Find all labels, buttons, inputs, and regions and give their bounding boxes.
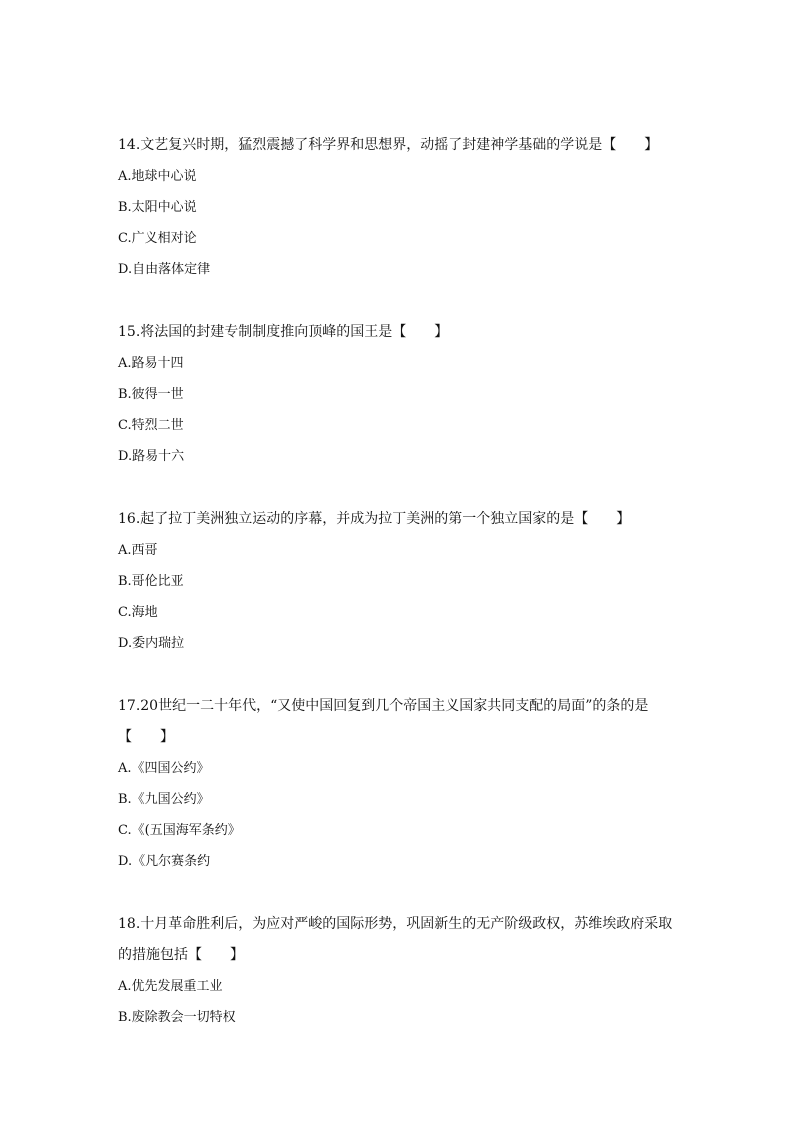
option-a: A.优先发展重工业 <box>118 979 223 994</box>
option-a: A.路易十四 <box>118 356 184 371</box>
question-18 <box>118 909 678 1033</box>
option-c: C.海地 <box>118 605 158 620</box>
option-b: B.太阳中心说 <box>118 200 197 215</box>
option-a: A.《四国公约》 <box>118 761 210 776</box>
option-d: D.自由落体定律 <box>118 262 211 277</box>
question-list <box>118 130 678 1033</box>
question-15 <box>118 317 678 472</box>
option-c: C.特烈二世 <box>118 418 184 433</box>
question-stem-line-2: 的措施包括【 】 <box>118 947 244 963</box>
question-stem-line-1: 18.十月革命胜利后，为应对严峻的国际形势，巩固新生的无产阶级政权，苏维埃政府采取 <box>118 916 673 932</box>
question-stem: 15.将法国的封建专制制度推向顶峰的国王是【 】 <box>118 324 449 340</box>
spacer <box>118 472 678 504</box>
question-14 <box>118 130 678 285</box>
option-b: B.彼得一世 <box>118 387 184 402</box>
option-d: D.《凡尔赛条约 <box>118 854 211 869</box>
option-b: B.《九国公约》 <box>118 792 210 807</box>
option-a: A.地球中心说 <box>118 169 197 184</box>
question-stem: 14.文艺复兴时期，猛烈震撼了科学界和思想界，动摇了封建神学基础的学说是【 】 <box>118 137 659 153</box>
option-b: B.废除教会一切特权 <box>118 1010 236 1025</box>
question-16 <box>118 504 678 659</box>
option-a: A.西哥 <box>118 543 158 558</box>
question-stem-line-2: 【 】 <box>118 729 174 745</box>
question-stem-line-1: 17.20世纪一二十年代，“又使中国回复到几个帝国主义国家共同支配的局面”的条的是 <box>118 698 649 714</box>
spacer <box>118 877 678 909</box>
question-17 <box>118 691 678 877</box>
spacer <box>118 285 678 317</box>
option-d: D.路易十六 <box>118 449 185 464</box>
spacer <box>118 659 678 691</box>
option-c: C.《(五国海军条约》 <box>118 823 241 838</box>
question-stem: 16.起了拉丁美洲独立运动的序幕，并成为拉丁美洲的第一个独立国家的是【 】 <box>118 511 631 527</box>
option-c: C.广义相对论 <box>118 231 197 246</box>
option-d: D.委内瑞拉 <box>118 636 185 651</box>
option-b: B.哥伦比亚 <box>118 574 184 589</box>
